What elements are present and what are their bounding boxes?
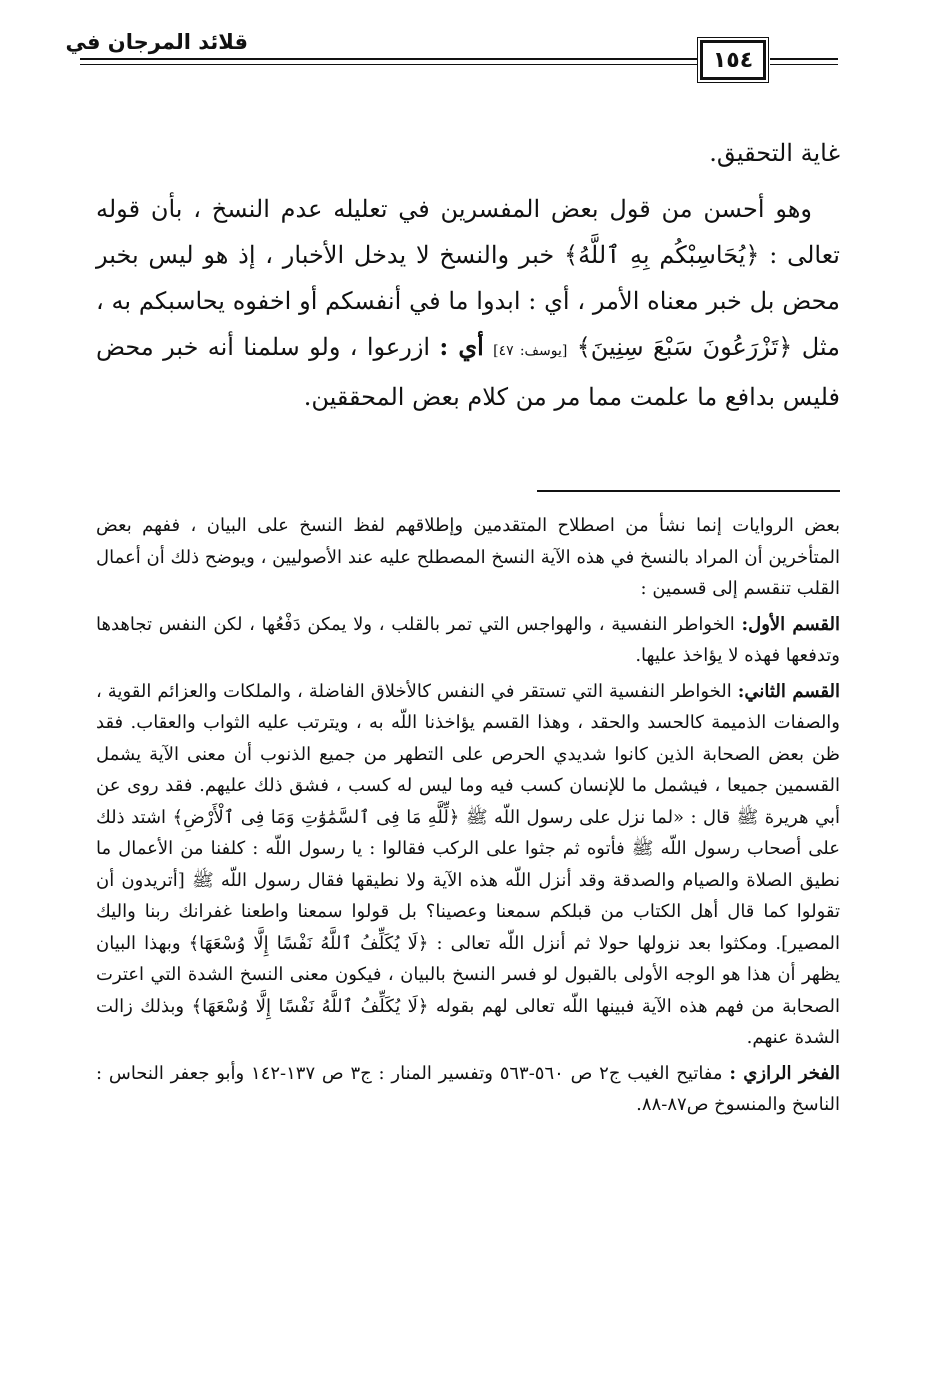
verse-reference: [يوسف: ٤٧] xyxy=(493,343,568,359)
footnote-paragraph xyxy=(96,676,840,1054)
running-header-title: قلائد المرجان في xyxy=(65,30,248,54)
footnote-label: القسم الأول: xyxy=(741,613,840,635)
text-run: الخواطر النفسية التي تستقر في النفس كالأخلاق الفاضلة ، والملكات والعزائم القوية ، والصفات الذميمة كالحسد والحقد ، وهذا القسم يؤاخذنا اللّه به ، ويترتب عليه الثواب والعقاب. فقد ظن بعض الصحابة الذين كانوا شديدي الحرص على التطهر من جميع الذنوب أن معنى الآية يشمل القسمين جميعا ، فيشمل ما للإنسان كسب فيه وما ليس له كسب ، فشق ذلك عليهم. فقد روى عن أبي هريرة ﷺ قال : «لما نزل على رسول اللّه ﷺ ﴿لِّلَّهِ مَا فِى ٱلسَّمَٰوَٰتِ وَمَا فِى ٱلْأَرْضِ﴾ اشتد ذلك على أصحاب رسول اللّه ﷺ فأتوه ثم جثوا على الركب فقالوا : يا رسول اللّه : كلفنا من الأعمال ما نطيق الصلاة والصيام والصدقة وقد أنزل اللّه هذه الآية ولا نطيقها فقال رسول اللّه ﷺ [أتريدون أن تقولوا كما قال أهل الكتاب من قبلكم سمعنا وعصينا؟ بل قولوا سمعنا واطعنا غفرانك ربنا واليك المصير]. ومكثوا بعد نزولها حولا ثم أنزل اللّه تعالى : ﴿لَا يُكَلِّفُ ٱللَّهُ نَفْسًا إِلَّا وُسْعَهَا﴾ وبهذا البيان يظهر أن هذا هو الوجه الأولى بالقبول لو فسر النسخ بالبيان ، فيكون معنى النسخ الشدة التي اعترت الصحابة من فهم هذه الآية فبينها اللّه تعالى لهم بقوله ﴿لَا يُكَلِّفُ ٱللَّهُ نَفْسًا إِلَّا وُسْعَهَا﴾ وبذلك زالت الشدة عنهم. xyxy=(96,680,840,1048)
header-rule xyxy=(80,58,698,60)
quran-quote: ﴿يُحَاسِبْكُم بِهِ ٱللَّهُ﴾ xyxy=(564,241,760,269)
text-run: وهو أحسن من قول بعض المفسرين في تعليله عدم النسخ ، بأن قوله تعالى : xyxy=(96,195,840,269)
footnote xyxy=(96,510,840,1125)
footnote-paragraph xyxy=(96,609,840,672)
footnote-separator xyxy=(537,490,840,492)
paragraph: غاية التحقيق. xyxy=(709,139,840,167)
footnote-label: الفخر الرازي : xyxy=(729,1062,840,1084)
footnote-paragraph xyxy=(96,1058,840,1121)
header-rule xyxy=(770,64,838,65)
quran-quote: ﴿تَزْرَعُونَ سَبْعَ سِنِينَ﴾ xyxy=(576,333,793,361)
header-rule xyxy=(770,58,838,60)
footnote-paragraph: بعض الروايات إنما نشأ من اصطلاح المتقدمين وإطلاقهم لفظ النسخ على البيان ، ففهم بعض المتأخرين أن المراد بالنسخ في هذه الآية النسخ المصطلح عليه عند الأصوليين ، ويوضح ذلك أن أعمال القلب تنقسم إلى قسمين : xyxy=(96,515,840,599)
paragraph xyxy=(96,186,840,420)
text-run: خبر والنسخ لا يدخل الأخبار ، إذ هو ليس بخبر محض بل خبر معناه الأمر ، أي : ابدوا ما في أنفسكم أو اخفوه يحاسبكم به ، مثل xyxy=(96,241,840,361)
text-run: الخواطر النفسية ، والهواجس التي تمر بالقلب ، ولا يمكن دَفْعُها ، لكن النفس تجاهدها وتدفعها فهذه لا يؤاخذ عليها. xyxy=(96,613,840,666)
page-number: ١٥٤ xyxy=(700,40,766,80)
main-text xyxy=(96,130,840,420)
footnote-label: القسم الثاني: xyxy=(737,680,840,702)
text-run-bold: أي : xyxy=(439,332,484,361)
text-run: ازرعوا ، ولو سلمنا أنه خبر محض فليس بدافع ما علمت مما مر من كلام بعض المحققين. xyxy=(96,333,840,411)
header-rule xyxy=(80,64,698,65)
text-run: مفاتيح الغيب ج٢ ص ٥٦٠-٥٦٣ وتفسير المنار : ج٣ ص ١٣٧-١٤٢ وأبو جعفر النحاس : الناسخ والمنسوخ ص٨٧-٨٨. xyxy=(96,1062,840,1115)
